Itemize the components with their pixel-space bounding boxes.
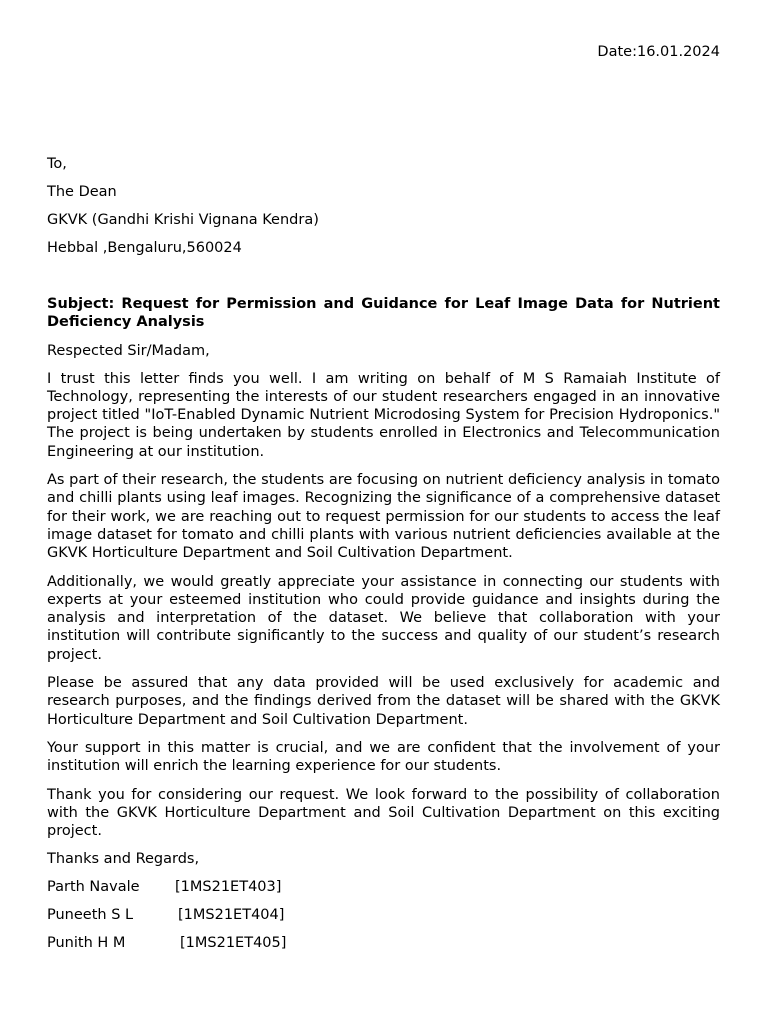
recipient-to: To, (47, 156, 67, 172)
signer-name: Punith H M (47, 935, 126, 952)
signer-row (47, 878, 720, 906)
recipient-organization: GKVK (Gandhi Krishi Vignana Kendra) (47, 212, 319, 228)
signer-usn: [1MS21ET404] (178, 907, 285, 924)
signoff: Thanks and Regards, (47, 851, 200, 868)
letter-date: Date:16.01.2024 (597, 44, 720, 60)
paragraph-support: Your support in this matter is crucial, and we are confident that the involvement of your institution will enrich the learning experience for our students. (47, 739, 720, 775)
salutation: Respected Sir/Madam, (47, 342, 210, 359)
recipient-title: The Dean (47, 184, 117, 200)
paragraph-intro: I trust this letter finds you well. I am writing on behalf of M S Ramaiah Institute of Technology, representing the interests of our student researchers engaged in an innovative project titled "IoT-Enabled Dynamic Nutrient Microdosing System for Precision Hydroponics." The project is being undertaken by students enrolled in Electronics and Telecommunication Engineering at our institution. (47, 370, 720, 460)
signer-usn: [1MS21ET403] (175, 879, 282, 896)
signer-name: Puneeth S L (47, 907, 134, 924)
signer-row (47, 906, 720, 934)
recipient-address-block (47, 155, 720, 267)
signer-usn: [1MS21ET405] (180, 935, 287, 952)
paragraph-thanks: Thank you for considering our request. We look forward to the possibility of collaboration with the GKVK Horticulture Department and Soil Cultivation Department on this exciting project. (47, 786, 720, 840)
paragraph-assurance: Please be assured that any data provided will be used exclusively for academic and research purposes, and the findings derived from the dataset will be shared with the GKVK Horticulture Department and Soil Cultivation Department. (47, 675, 720, 728)
letter-subject: Subject: Request for Permission and Guidance for Leaf Image Data for Nutrient Deficiency Analysis (47, 296, 720, 331)
signer-name: Parth Navale (47, 879, 140, 896)
signer-row (47, 934, 720, 962)
paragraph-request: As part of their research, the students are focusing on nutrient deficiency analysis in tomato and chilli plants using leaf images. Recognizing the significance of a comprehensive dataset for their work, we are reaching out to request permission for our students to access the leaf image dataset for tomato and chilli plants with various nutrient deficiencies available at the GKVK Horticulture Department and Soil Cultivation Department. (47, 472, 720, 562)
paragraph-guidance: Additionally, we would greatly appreciate your assistance in connecting our students with experts at your esteemed institution who could provide guidance and insights during the analysis and interpretation of the dataset. We believe that collaboration with your institution will contribute significantly to the success and quality of our student’s research project. (47, 573, 720, 663)
letter-body (47, 295, 720, 962)
recipient-address: Hebbal ,Bengaluru,560024 (47, 240, 242, 256)
